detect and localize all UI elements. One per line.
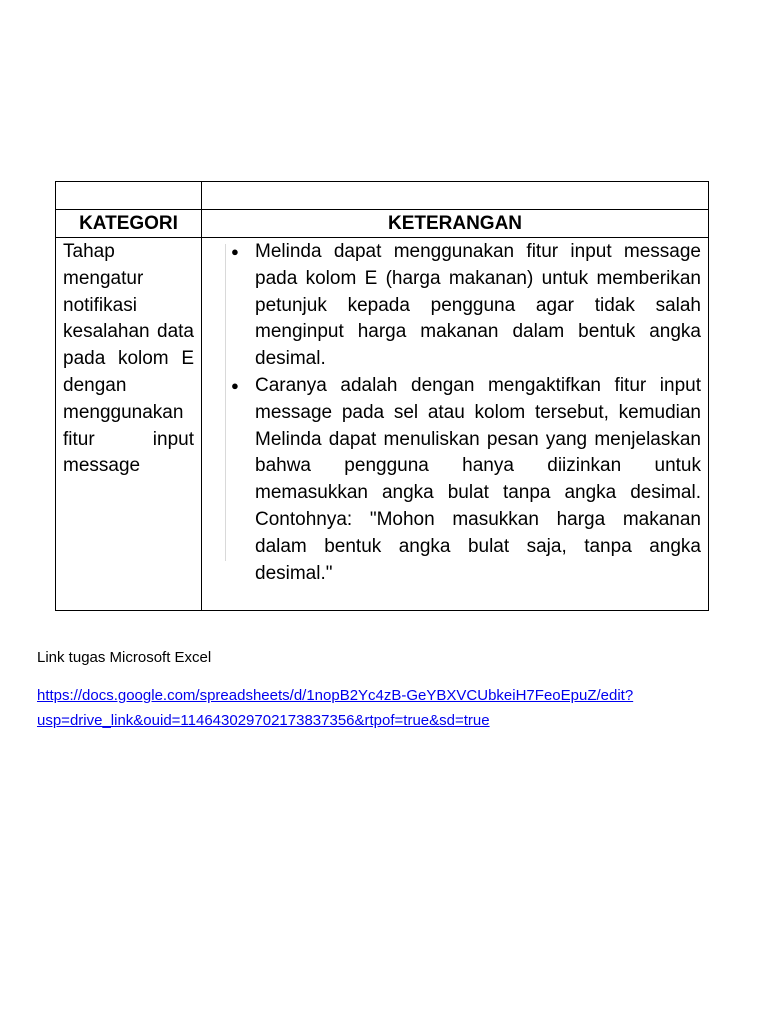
table-row xyxy=(56,238,709,611)
list-item-text: Caranya adalah dengan mengaktifkan fitur input message pada sel atau kolom tersebut, kemudian Melinda dapat menuliskan pesan yang menjelaskan bahwa pengguna hanya diizinkan untuk memasukkan angka bulat tanpa angka desimal. Contohnya: "Mohon masukkan harga makanan dalam bentuk angka bulat saja, tanpa angka desimal." xyxy=(255,374,701,584)
list-item-text: Melinda dapat menggunakan fitur input message pada kolom E (harga makanan) untuk memberikan petunjuk kepada pengguna agar tidak salah menginput harga makanan dalam bentuk angka desimal. xyxy=(255,241,701,370)
info-table xyxy=(55,181,709,611)
list-item xyxy=(202,239,701,373)
kategori-cell xyxy=(56,238,202,611)
empty-cell-left xyxy=(56,182,202,210)
keterangan-cell xyxy=(202,238,709,611)
keterangan-list xyxy=(202,239,701,587)
link-caption: Link tugas Microsoft Excel xyxy=(37,649,212,666)
list-item xyxy=(202,373,701,587)
header-row xyxy=(56,210,709,238)
empty-row xyxy=(56,182,709,210)
header-keterangan: KETERANGAN xyxy=(202,210,709,238)
bullet-icon: ● xyxy=(231,377,239,393)
kategori-text: Tahap mengatur notifikasi kesalahan data pada kolom E dengan menggunakan fitur input message xyxy=(63,241,194,477)
empty-cell-right xyxy=(202,182,709,210)
link-line-2[interactable]: usp=drive_link&ouid=114643029702173837356&rtpof=true&sd=true xyxy=(37,712,490,729)
header-kategori: KATEGORI xyxy=(56,210,202,238)
link-line-1[interactable]: https://docs.google.com/spreadsheets/d/1nopB2Yc4zB-GeYBXVCUbkeiH7FeoEpuZ/edit? xyxy=(37,687,634,704)
bullet-icon: ● xyxy=(231,244,239,259)
spreadsheet-link[interactable] xyxy=(37,683,727,733)
